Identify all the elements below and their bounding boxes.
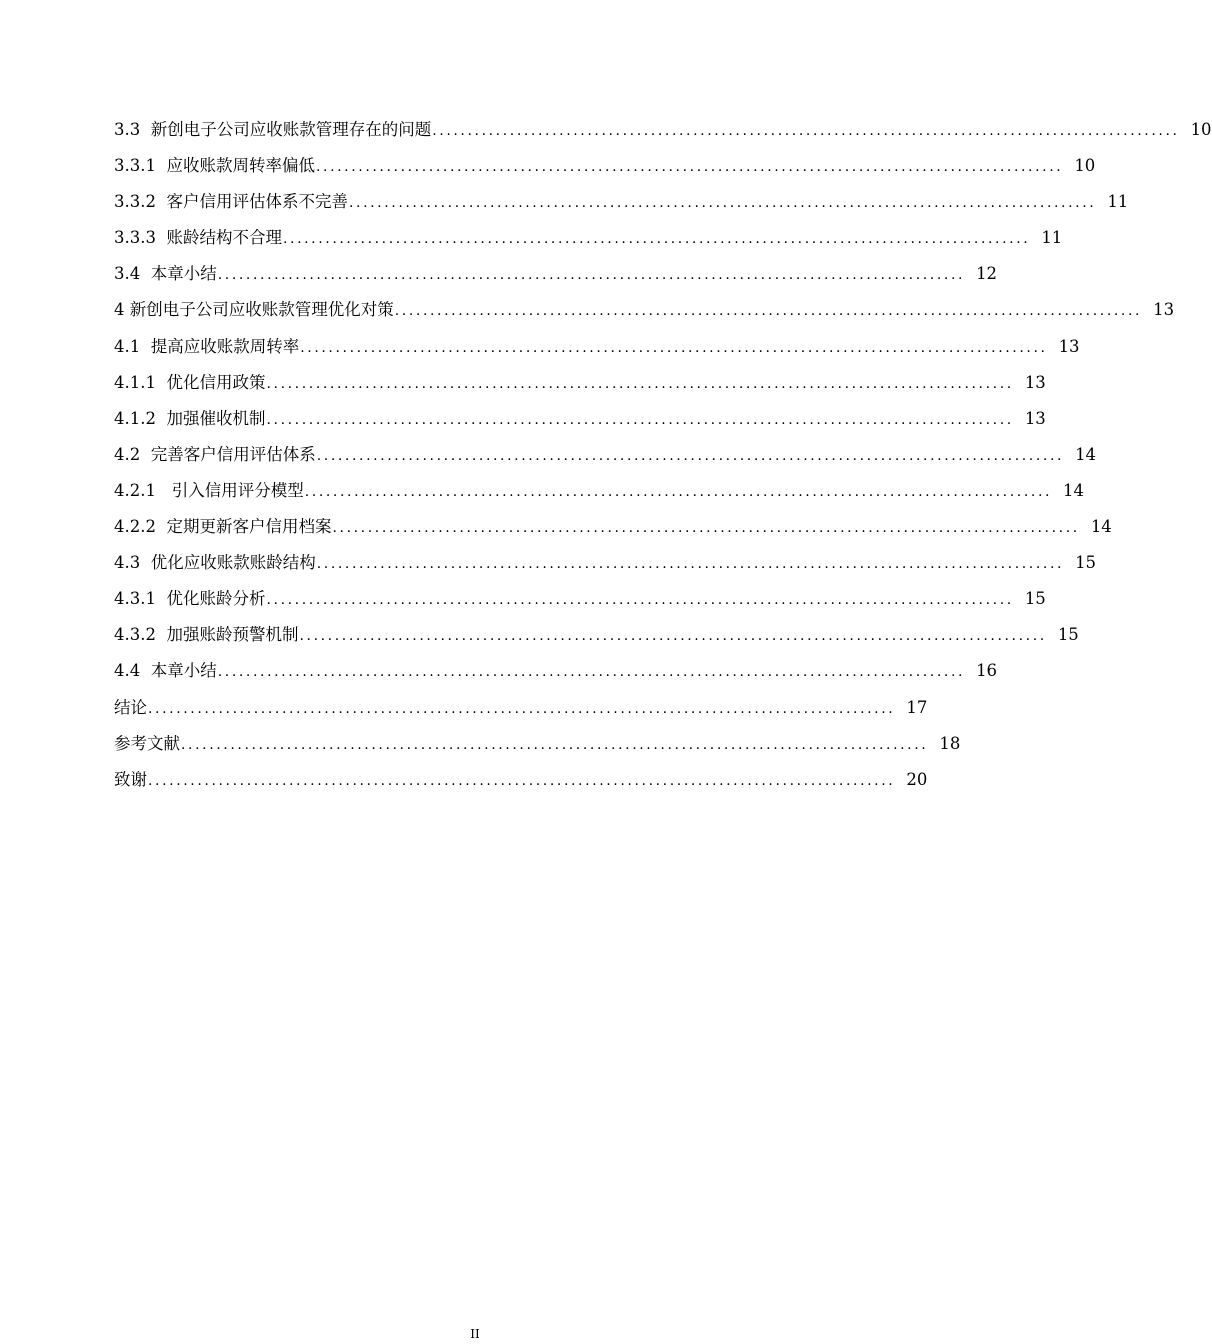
toc-entry-title: 4 新创电子公司应收账款管理优化对策 xyxy=(114,300,394,320)
toc-entry[interactable] xyxy=(114,220,1063,256)
toc-dot-leader: .......................................................................................................... xyxy=(394,303,1143,320)
toc-entry-page: 11 xyxy=(1107,192,1129,212)
toc-entry-title: 致谢 xyxy=(114,769,147,789)
toc-dot-leader: .......................................................................................................... xyxy=(266,375,1014,392)
toc-entry[interactable] xyxy=(114,473,1085,509)
toc-entry-title: 3.3.1 应收账款周转率偏低 xyxy=(114,156,315,176)
toc-dot-leader: .......................................................................................................... xyxy=(282,231,1031,248)
toc-entry[interactable] xyxy=(114,690,928,726)
toc-entry-page: 10 xyxy=(1074,156,1096,176)
toc-entry-title: 4.3.1 优化账龄分析 xyxy=(114,589,266,609)
toc-entry[interactable] xyxy=(114,581,1046,617)
toc-entry-page: 14 xyxy=(1090,517,1112,537)
toc-entry[interactable] xyxy=(114,329,1080,365)
toc-entry-page: 14 xyxy=(1075,444,1097,464)
toc-entry-title: 4.1.1 优化信用政策 xyxy=(114,372,266,392)
toc-entry-page: 14 xyxy=(1063,480,1085,500)
toc-entry[interactable] xyxy=(114,112,1212,148)
toc-entry-page: 15 xyxy=(1024,589,1046,609)
toc-entry[interactable] xyxy=(114,148,1096,184)
toc-dot-leader: .......................................................................................................... xyxy=(217,267,966,284)
toc-dot-leader: .......................................................................................................... xyxy=(432,123,1180,139)
toc-dot-leader: .......................................................................................................... xyxy=(348,195,1097,212)
toc-entry-title: 4.3.2 加强账龄预警机制 xyxy=(114,625,299,645)
toc-entry-page: 17 xyxy=(906,697,928,717)
toc-entry-title: 4.1.2 加强催收机制 xyxy=(114,408,266,428)
toc-dot-leader: .......................................................................................................... xyxy=(266,592,1014,609)
toc-entry-page: 13 xyxy=(1024,372,1046,392)
toc-dot-leader: .......................................................................................................... xyxy=(316,447,1065,464)
toc-entry[interactable] xyxy=(114,184,1129,220)
toc-entry-page: 13 xyxy=(1153,300,1175,320)
toc-dot-leader: .......................................................................................................... xyxy=(148,772,896,789)
toc-entry-title: 参考文献 xyxy=(114,733,180,753)
toc-entry-title: 结论 xyxy=(114,697,147,717)
toc-entry[interactable] xyxy=(114,256,998,292)
toc-entry[interactable] xyxy=(114,653,998,689)
toc-entry-title: 4.4 本章小结 xyxy=(114,661,217,681)
toc-dot-leader: .......................................................................................................... xyxy=(266,411,1014,428)
toc-entry-title: 4.2.1 引入信用评分模型 xyxy=(114,480,304,500)
toc-dot-leader: .......................................................................................................... xyxy=(304,483,1053,500)
toc-entry-page: 20 xyxy=(906,769,928,789)
toc-dot-leader: .......................................................................................................... xyxy=(217,664,966,681)
toc-entry[interactable] xyxy=(114,292,1175,328)
toc-entry[interactable] xyxy=(114,401,1046,437)
toc-dot-leader: .......................................................................................................... xyxy=(148,700,896,717)
toc-entry-page: 11 xyxy=(1041,228,1063,248)
toc-entry-title: 3.3.3 账龄结构不合理 xyxy=(114,228,282,248)
toc-entry[interactable] xyxy=(114,365,1046,401)
toc-entry-title: 3.4 本章小结 xyxy=(114,264,217,284)
toc-entry-page: 10 xyxy=(1190,120,1212,139)
toc-entry-title: 4.3 优化应收账款账龄结构 xyxy=(114,553,316,573)
toc-entry-title: 4.2.2 定期更新客户信用档案 xyxy=(114,517,332,537)
toc-entry-title: 4.1 提高应收账款周转率 xyxy=(114,336,300,356)
toc-entry-page: 16 xyxy=(976,661,998,681)
page-number: II xyxy=(470,1327,480,1341)
toc-entry[interactable] xyxy=(114,509,1112,545)
toc-entry-title: 3.3 新创电子公司应收账款管理存在的问题 xyxy=(114,120,432,139)
toc-entry[interactable] xyxy=(114,545,1097,581)
toc-entry-title: 3.3.2 客户信用评估体系不完善 xyxy=(114,192,348,212)
table-of-contents xyxy=(114,112,1212,798)
toc-dot-leader: .......................................................................................................... xyxy=(332,520,1080,537)
toc-entry[interactable] xyxy=(114,762,928,798)
toc-dot-leader: .......................................................................................................... xyxy=(299,628,1047,645)
toc-entry-page: 15 xyxy=(1075,553,1097,573)
toc-entry-page: 13 xyxy=(1024,408,1046,428)
toc-entry[interactable] xyxy=(114,437,1097,473)
toc-entry[interactable] xyxy=(114,617,1079,653)
toc-dot-leader: .......................................................................................................... xyxy=(315,159,1064,176)
toc-entry-title: 4.2 完善客户信用评估体系 xyxy=(114,444,316,464)
toc-entry-page: 18 xyxy=(939,733,961,753)
toc-dot-leader: .......................................................................................................... xyxy=(181,736,929,753)
toc-entry-page: 15 xyxy=(1057,625,1079,645)
toc-entry-page: 13 xyxy=(1058,336,1080,356)
toc-dot-leader: .......................................................................................................... xyxy=(316,556,1065,573)
toc-entry[interactable] xyxy=(114,726,961,762)
toc-entry-page: 12 xyxy=(976,264,998,284)
toc-dot-leader: .......................................................................................................... xyxy=(300,339,1048,356)
